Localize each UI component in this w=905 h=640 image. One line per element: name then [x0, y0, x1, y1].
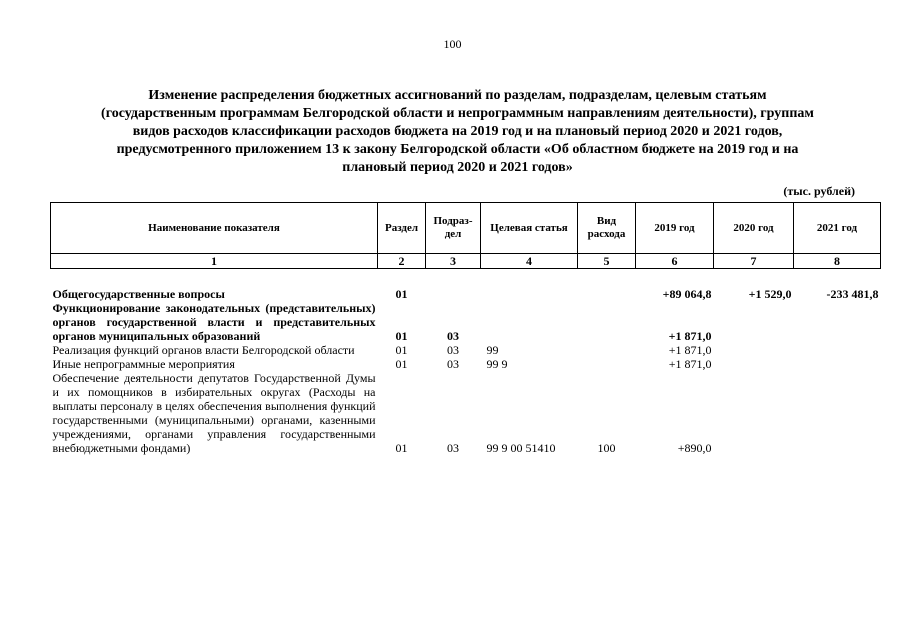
row-2019: +89 064,8	[662, 287, 712, 301]
row-razdel: 01	[395, 329, 408, 343]
header-row	[51, 203, 881, 254]
row-2020	[714, 343, 794, 357]
row-celevaya	[481, 301, 578, 343]
title-line: Изменение распределения бюджетных ассигнований по разделам, подразделам, целевым статьям	[148, 88, 767, 103]
header-2021: 2021 год	[794, 203, 881, 254]
row-razdel: 01	[395, 357, 408, 371]
row-2020	[714, 357, 794, 371]
title-line: (государственным программам Белгородской области и непрограммным направлениям деятельности), группам	[101, 106, 814, 121]
table-row	[51, 301, 881, 343]
row-2021: -233 481,8	[826, 287, 879, 301]
column-number: 4	[481, 254, 578, 269]
row-celevaya: 99 9 00 51410	[486, 441, 556, 455]
table-row	[51, 371, 881, 455]
row-razdel: 01	[395, 441, 408, 455]
row-2021	[794, 301, 881, 343]
column-number: 8	[794, 254, 881, 269]
units-label: (тыс. рублей)	[783, 184, 855, 198]
header-celevaya: Целевая статья	[481, 203, 578, 254]
column-number: 7	[714, 254, 794, 269]
column-number-row	[51, 254, 881, 269]
header-podrazdel: Подраз-дел	[426, 203, 481, 254]
row-vid: 100	[597, 441, 616, 455]
row-2020	[714, 371, 794, 455]
header-razdel: Раздел	[378, 203, 426, 254]
row-vid	[578, 287, 636, 301]
row-2019: +1 871,0	[668, 343, 712, 357]
row-celevaya: 99	[486, 343, 499, 357]
row-vid	[578, 301, 636, 343]
header-vid: Вид расхода	[578, 203, 636, 254]
row-razdel: 01	[395, 343, 408, 357]
row-name: Иные непрограммные мероприятия	[52, 357, 235, 371]
row-vid	[578, 343, 636, 357]
row-2021	[794, 357, 881, 371]
budget-table	[50, 202, 881, 455]
document-title	[50, 87, 865, 177]
column-number: 3	[426, 254, 481, 269]
row-name: Реализация функций органов власти Белгородской области	[52, 343, 355, 357]
row-name: Общегосударственные вопросы	[52, 287, 225, 301]
row-podrazdel: 03	[447, 343, 459, 357]
column-number: 5	[578, 254, 636, 269]
row-podrazdel	[426, 287, 481, 301]
page-number: 100	[443, 37, 462, 51]
title-line: видов расходов классификации расходов бюджета на 2019 год и на плановый период 2020 и 2021 годов,	[132, 124, 783, 139]
row-2019: +890,0	[677, 441, 712, 455]
row-razdel: 01	[395, 287, 408, 301]
title-line: предусмотренного приложением 13 к закону Белгородской области «Об областном бюджете на 2019 год и на	[116, 142, 799, 157]
row-vid	[578, 357, 636, 371]
row-podrazdel: 03	[447, 329, 459, 343]
row-2020: +1 529,0	[748, 287, 792, 301]
title-line: плановый период 2020 и 2021 годов»	[342, 160, 573, 175]
row-2021	[794, 343, 881, 357]
column-number: 1	[51, 254, 378, 269]
row-celevaya: 99 9	[486, 357, 508, 371]
table-row	[51, 343, 881, 357]
row-2019: +1 871,0	[668, 329, 712, 343]
table-row	[51, 287, 881, 301]
column-number: 6	[636, 254, 714, 269]
row-podrazdel: 03	[447, 441, 459, 455]
header-name: Наименование показателя	[51, 203, 378, 254]
row-podrazdel: 03	[447, 357, 459, 371]
row-celevaya	[481, 287, 578, 301]
row-2019: +1 871,0	[668, 357, 712, 371]
row-2021	[794, 371, 881, 455]
column-number: 2	[378, 254, 426, 269]
table-row	[51, 357, 881, 371]
row-name: Функционирование законодательных (представительных) органов государственной власти и представительных органов муниципальных образований	[52, 301, 376, 343]
row-2020	[714, 301, 794, 343]
row-name: Обеспечение деятельности депутатов Государственной Думы и их помощников в избирательных округах (Расходы на выплаты персоналу в целях обеспечения выполнения функций государственными (муниципальными) органами, казенными учреждениями, органами управления государственными внебюджетными фондами)	[52, 371, 376, 455]
header-2019: 2019 год	[636, 203, 714, 254]
header-2020: 2020 год	[714, 203, 794, 254]
